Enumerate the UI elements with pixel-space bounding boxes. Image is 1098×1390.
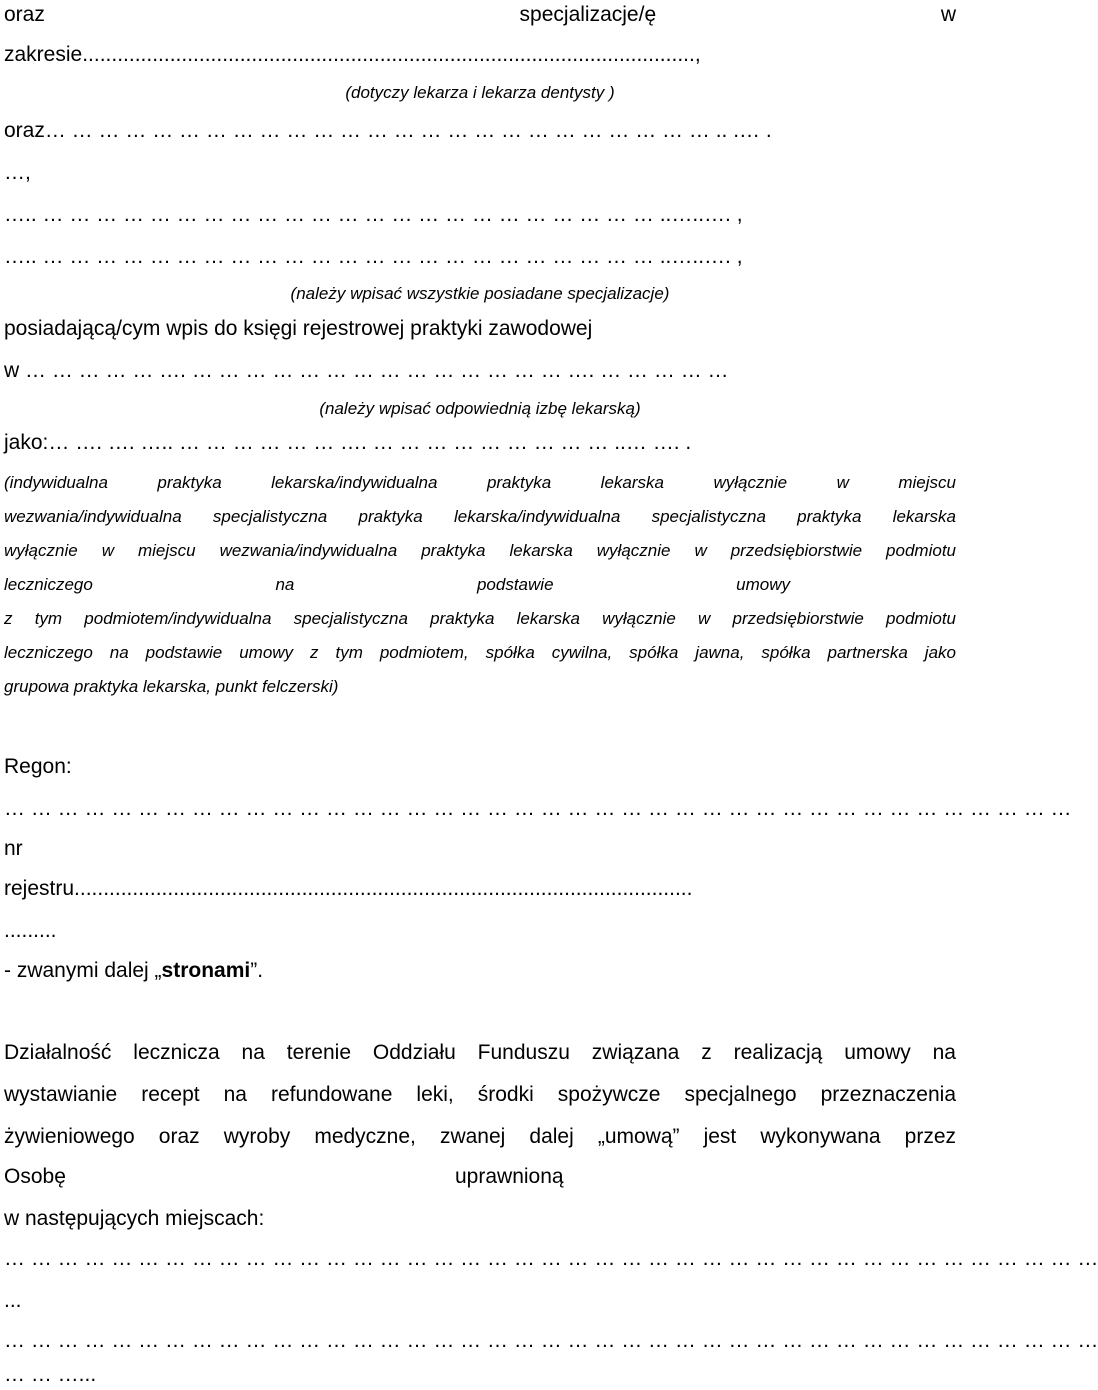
para-dzialalnosc-3: żywieniowego oraz wyroby medyczne, zwanej dalej „umową” jest wykonywana przez <box>4 1125 956 1148</box>
field-miejsca-3: … … … … … … … … … … … … … … … … … … … … … … … … … … … … … … … … … … … … … … … … … <box>4 1329 1098 1352</box>
text-stronami: stronami <box>161 959 251 982</box>
label-nr: nr <box>4 837 23 860</box>
line-zwanymi-stronami <box>4 958 956 984</box>
word-podstawie: podstawie <box>476 575 554 594</box>
line-dots-1: ….. … … … … … … … … … … … … … … … … … … … … … … … ..…..…. , <box>4 203 743 226</box>
para-praktyka-3: wyłącznie w miejscu wezwania/indywidualna praktyka lekarska wyłącznie w przedsiębiorstwie podmiotu <box>4 541 956 560</box>
note-specjalizacje: (należy wpisać wszystkie posiadane specjalizacje) <box>290 284 670 303</box>
field-miejsca-1: … … … … … … … … … … … … … … … … … … … … … … … … … … … … … … … … … … … … … … … … … <box>4 1247 1098 1270</box>
word-w: w <box>940 3 956 26</box>
text-zwanymi-pre: - zwanymi dalej „ <box>4 959 162 982</box>
line-w-dots: w … … … … … …. … … … … … … … … … … … … … … …. … … … … … <box>4 359 729 382</box>
para-praktyka-6: leczniczego na podstawie umowy z tym podmiotem, spółka cywilna, spółka jawna, spółka partnerska jako <box>4 643 956 662</box>
para-praktyka-1: (indywidualna praktyka lekarska/indywidualna praktyka lekarska wyłącznie w miejscu <box>4 473 956 492</box>
para-praktyka-7: grupowa praktyka lekarska, punkt felczerski) <box>4 677 339 696</box>
word-na: na <box>275 575 295 594</box>
para-dzialalnosc-1: Działalność lecznicza na terenie Oddziału Funduszu związana z realizacją umowy na <box>4 1041 956 1064</box>
line-oraz-dots: oraz… … … … … … … … … … … … … … … … … … … … … … … … … .. .… . <box>4 119 772 142</box>
line-dots-continue: …, <box>4 161 31 184</box>
line-dots-2: ….. … … … … … … … … … … … … … … … … … … … … … … … ..…..…. , <box>4 245 743 268</box>
word-specjalizacje: specjalizacje/ę <box>519 3 657 26</box>
label-regon: Regon: <box>4 755 72 778</box>
field-miejsca-2: ... <box>4 1289 22 1312</box>
line-jako-dots: jako:… …. …. ….. … … … … … … …. … … … … … … … … … ..… …. . <box>4 431 692 454</box>
line-posiadajaca: posiadającą/cym wpis do księgi rejestrowej praktyki zawodowej <box>4 317 593 340</box>
para-praktyka-4 <box>4 574 790 596</box>
para-dzialalnosc-2: wystawianie recept na refundowane leki, środki spożywcze specjalnego przeznaczenia <box>4 1083 956 1106</box>
word-uprawniona: uprawnioną <box>455 1165 564 1188</box>
word-umowy: umowy <box>736 575 790 594</box>
note-izba-lekarska: (należy wpisać odpowiednią izbę lekarską) <box>319 399 641 418</box>
word-osobe: Osobę <box>4 1165 66 1188</box>
word-leczniczego: leczniczego <box>4 575 93 594</box>
line-oraz-specjalizacje <box>4 2 956 28</box>
line-zakresie: zakresie........................................................................................................., <box>4 43 701 66</box>
para-dzialalnosc-5: w następujących miejscach: <box>4 1207 265 1230</box>
note-dotyczy-lekarza: (dotyczy lekarza i lekarza dentysty ) <box>345 83 615 102</box>
field-miejsca-4: … … …... <box>4 1363 97 1386</box>
word-oraz: oraz <box>4 3 45 26</box>
para-praktyka-5: z tym podmiotem/indywidualna specjalistyczna praktyka lekarska wyłącznie w przedsiębiorstwie podmiotu <box>4 609 956 628</box>
field-rejestru-cont: ......... <box>4 919 57 942</box>
para-dzialalnosc-4 <box>4 1164 956 1190</box>
field-regon-dots: … … … … … … … … … … … … … … … … … … … … … … … … … … … … … … … … … … … … … … … … <box>4 797 1072 820</box>
para-praktyka-2: wezwania/indywidualna specjalistyczna praktyka lekarska/indywidualna specjalistyczna praktyka lekarska <box>4 507 956 526</box>
text-zwanymi-post: ”. <box>250 959 264 982</box>
field-rejestru: rejestru.......................................................................................................... <box>4 877 693 900</box>
